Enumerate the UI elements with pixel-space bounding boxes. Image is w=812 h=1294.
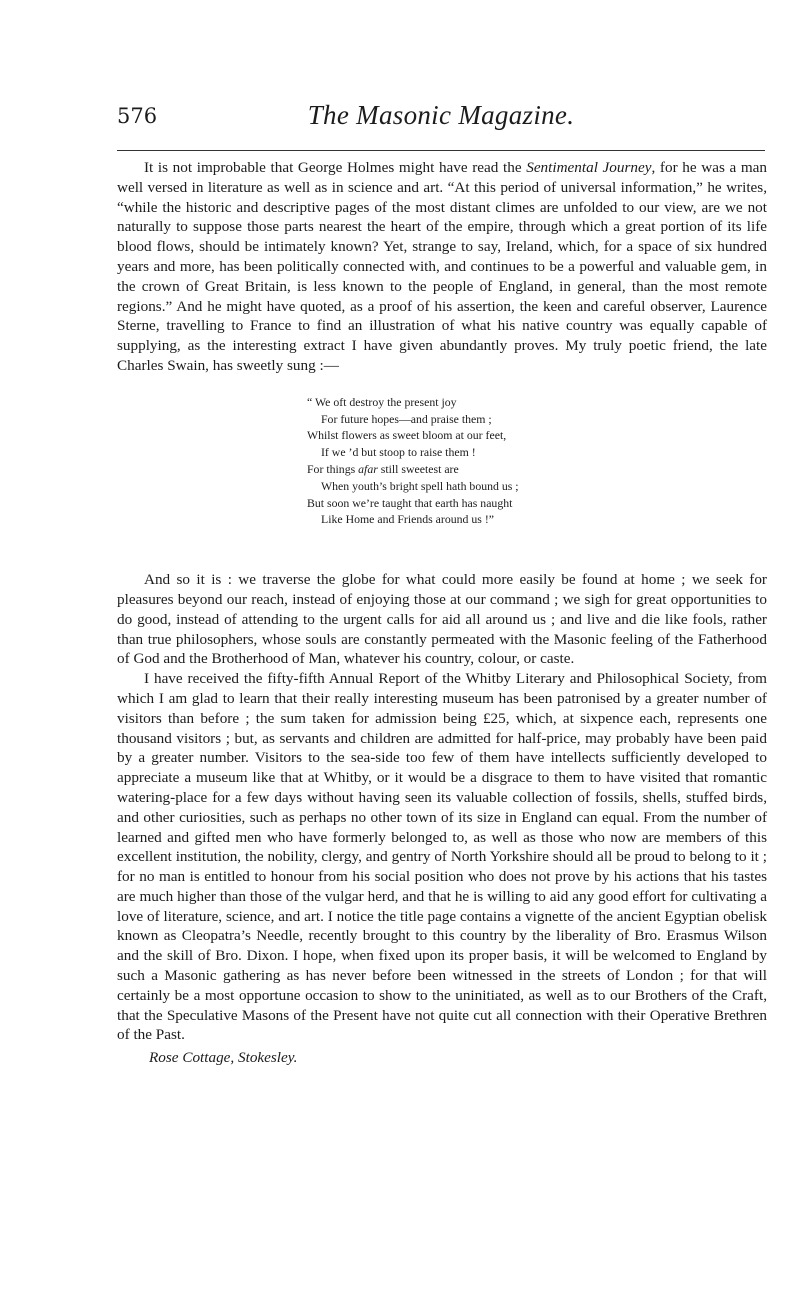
page-number: 576 <box>117 104 158 128</box>
poem-line-8: Like Home and Friends around us !” <box>321 512 494 527</box>
poem-line-2: For future hopes—and praise them ; <box>321 411 492 426</box>
paragraph-1 <box>117 158 767 376</box>
paragraph-1-text-c: , for he was a man well versed in literature as well as in science and art. “At this period of universal information,” he writes, “while the historic and descriptive pages of the most distant climes are unfolded to our view, are we not naturally to suppose those parts nearest the heart of the empire, through which a great portion of its life blood flows, should be intimately known? Yet, strange to say, Ireland, which, for a space of six hundred years and more, has been politically connected with, and continues to be a powerful and valuable gem, in the crown of Great Britain, is less known to the people of England, in general, than the most remote regions.” And he might have quoted, as a proof of his assertion, the keen and careful observer, Laurence Sterne, travelling to France to find an illustration of what his native country was equally capable of supplying, as the interesting extract I have given abundantly proves. My truly poetic friend, the late Charles Swain, has sweetly sung :— <box>117 159 768 374</box>
poem-line-3: Whilst flowers as sweet bloom at our feet, <box>307 428 507 443</box>
poem-line-1: “ We oft destroy the present joy <box>307 394 457 409</box>
signoff-address: Rose Cottage, Stokesley. <box>149 1049 298 1067</box>
header-rule <box>117 150 765 151</box>
poem-line-5-a: For things <box>307 461 359 476</box>
poem-line-5-c: still sweetest are <box>377 461 459 476</box>
poem-line-5 <box>307 461 767 478</box>
poem-line-7: But soon we’re taught that earth has naught <box>307 495 513 510</box>
article-body <box>117 158 767 1068</box>
book-title-sentimental-journey: Sentimental Journey <box>526 159 652 176</box>
paragraph-2: And so it is : we traverse the globe for what could more easily be found at home ; we seek for pleasures beyond our reach, instead of enjoying those at our command ; we sigh for great opportunities to do good, instead of attending to the urgent calls for aid all around us ; and live and die like fools, rather than true philosophers, whose souls are constantly permeated with the Masonic feeling of the Fatherhood of God and the Brotherhood of Man, whatever his country, colour, or caste. <box>117 571 767 668</box>
poem-line-6: When youth’s bright spell hath bound us ; <box>321 478 519 493</box>
poem-line-4: If we ’d but stoop to raise them ! <box>321 445 476 460</box>
paragraph-1-text-a: It is not improbable that George Holmes might have read the <box>144 159 527 176</box>
running-title: The Masonic Magazine. <box>307 100 575 130</box>
paragraph-3: I have received the fifty-fifth Annual Report of the Whitby Literary and Philosophical Society, from which I am glad to learn that their really interesting museum has been patronised by a greater number of visitors than before ; the sum taken for admission being £25, which, at sixpence each, represents one thousand visitors ; but, as servants and children are admitted for half-price, may probably have been paid by a greater number. Visitors to the sea-side too few of them have intellects sufficiently developed to appreciate a museum like that at Whitby, or it would be a disgrace to them to have visited that romantic watering-place for a few days without having seen its valuable collection of fossils, shells, stuffed birds, and other curiosities, such as perhaps no other town of its size in England can equal. From the number of learned and gifted men who have formerly belonged to, as well as those who now are members of this excellent institution, the nobility, clergy, and gentry of North Yorkshire should all be proud to belong to it ; for no man is entitled to honour from his social position who does not prove by his actions that his tastes are much higher than those of the vulgar herd, and that he is willing to aid any good effort for cultivating a love of literature, science, and art. I notice the title page contains a vignette of the ancient Egyptian obelisk known as Cleopatra’s Needle, recently brought to this country by the liberality of Bro. Erasmus Wilson and the skill of Bro. Dixon. I hope, when fixed upon its proper basis, it will be welcomed to England by such a Masonic gathering as has never before been witnessed in the streets of London ; for that will certainly be a most opportune occasion to show to the uninitiated, as well as to our Brothers of the Craft, that the Speculative Masons of the Present have not quite cut all connection with their Operative Brethren of the Past. <box>117 670 767 1044</box>
poem-quote <box>307 394 767 528</box>
poem-line-5-italic: afar <box>358 461 378 476</box>
page-header <box>117 98 765 138</box>
